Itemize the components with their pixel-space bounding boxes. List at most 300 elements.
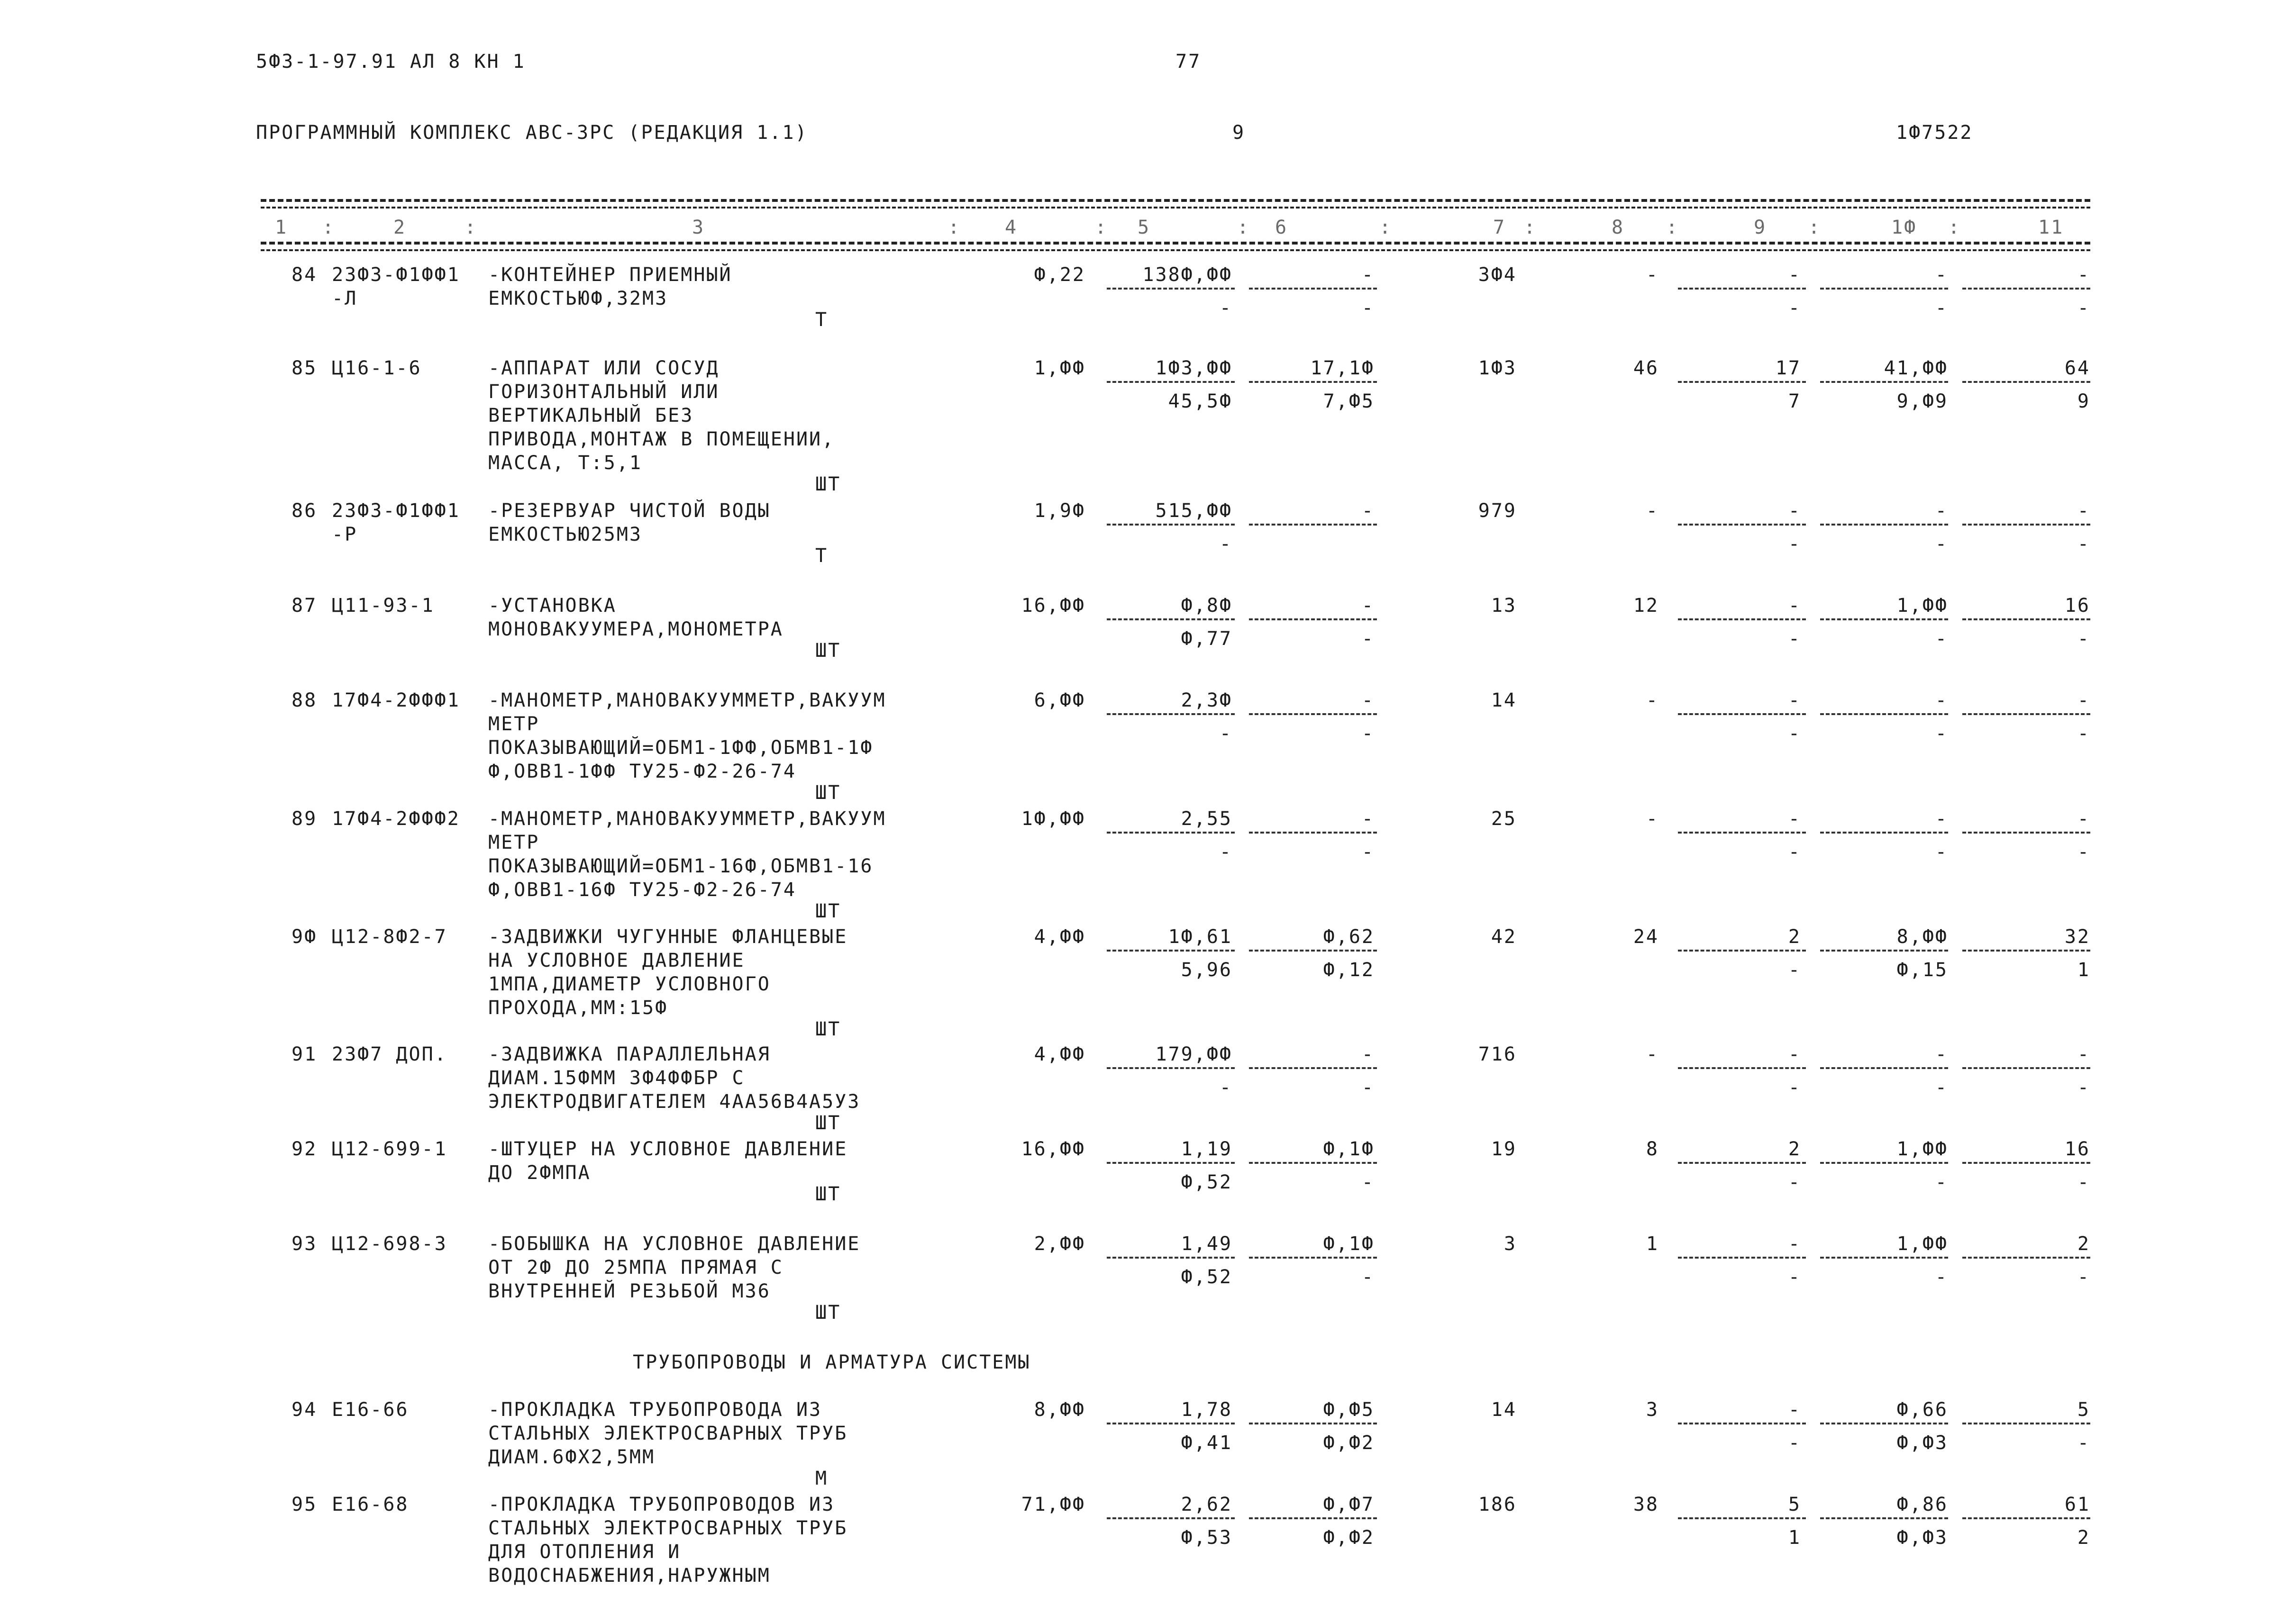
column-separator: :	[1095, 217, 1108, 238]
sub-rule	[1249, 832, 1377, 834]
machinist-labor-total: -	[2077, 1266, 2090, 1288]
sub-rule	[1249, 950, 1377, 952]
unit-wages: -	[1219, 723, 1232, 744]
sub-rule	[1820, 524, 1948, 526]
machines-total: -	[1788, 1399, 1801, 1421]
unit-cost-total: 1,49	[1181, 1233, 1232, 1255]
table-top-rule-2	[261, 207, 2090, 209]
unit-machine-wages: Ф,12	[1323, 959, 1375, 981]
sub-rule	[1107, 524, 1235, 526]
unit-machine-wages: -	[1361, 1077, 1375, 1098]
work-description: ПОКАЗЫВАЮЩИЙ=ОБМ1-1ФФ,ОБМВ1-1Ф	[488, 737, 874, 759]
work-description: -РЕЗЕРВУАР ЧИСТОЙ ВОДЫ	[488, 500, 771, 522]
machines-total: -	[1788, 808, 1801, 830]
work-description: -УСТАНОВКА	[488, 595, 617, 617]
machines-total: 2	[1788, 1138, 1801, 1160]
machinist-labor-unit: -	[1935, 1266, 1948, 1288]
labor-unit: 1,ФФ	[1896, 1233, 1948, 1255]
rate-code: Е16-68	[332, 1494, 409, 1515]
labor-total: -	[2077, 264, 2090, 286]
row-number: 95	[292, 1494, 318, 1515]
wages-total: 24	[1633, 926, 1659, 948]
sheet-number: 9	[1232, 122, 1246, 144]
work-description: 1МПА,ДИАМЕТР УСЛОВНОГО	[488, 973, 771, 995]
machinist-labor-unit: -	[1935, 1077, 1948, 1098]
wages-total: 12	[1633, 595, 1659, 617]
machines-total: 5	[1788, 1494, 1801, 1515]
wages-total: -	[1646, 500, 1659, 522]
total-cost: 14	[1491, 689, 1517, 711]
unit-cost-machines: Ф,Ф5	[1323, 1399, 1375, 1421]
wages-total: -	[1646, 1043, 1659, 1065]
sub-rule	[1678, 1423, 1806, 1424]
labor-total: -	[2077, 808, 2090, 830]
labor-unit: -	[1935, 264, 1948, 286]
unit-cost-total: 179,ФФ	[1155, 1043, 1232, 1065]
quantity: 8,ФФ	[1034, 1399, 1085, 1421]
sub-rule	[1820, 1162, 1948, 1164]
rate-code: 17Ф4-2ФФФ2	[332, 808, 460, 830]
work-description: ДИАМ.15ФММ 3Ф4ФФБР С	[488, 1067, 745, 1089]
machinist-labor-unit: -	[1935, 841, 1948, 863]
column-header-6: 6	[1275, 217, 1288, 238]
unit: ШТ	[815, 1112, 841, 1134]
rate-code-suffix: -Р	[332, 524, 358, 545]
wages-total: 1	[1646, 1233, 1659, 1255]
machinist-labor-unit: -	[1935, 723, 1948, 744]
labor-total: -	[2077, 1043, 2090, 1065]
sub-rule	[1107, 950, 1235, 952]
unit-wages: Ф,52	[1181, 1266, 1232, 1288]
unit-machine-wages: -	[1361, 723, 1375, 744]
sub-rule	[1249, 618, 1377, 620]
machine-wages-total: -	[1788, 1432, 1801, 1454]
unit-machine-wages: -	[1361, 297, 1375, 319]
sub-rule	[1962, 618, 2090, 620]
unit-wages: 45,5Ф	[1168, 390, 1232, 412]
unit: ШТ	[815, 900, 841, 922]
unit-wages: -	[1219, 297, 1232, 319]
unit-cost-total: 515,ФФ	[1155, 500, 1232, 522]
work-description: -ПРОКЛАДКА ТРУБОПРОВОДА ИЗ	[488, 1399, 822, 1421]
labor-unit: 1,ФФ	[1896, 1138, 1948, 1160]
total-cost: 979	[1478, 500, 1517, 522]
column-header-7: 7	[1493, 217, 1506, 238]
unit-machine-wages: -	[1361, 1266, 1375, 1288]
doc-register-code: 1Ф7522	[1896, 122, 1973, 144]
table-header-bottom-rule-2	[261, 249, 2090, 251]
unit-wages: 5,96	[1181, 959, 1232, 981]
page-number: 77	[1175, 51, 1202, 73]
machines-total: -	[1788, 595, 1801, 617]
sub-rule	[1962, 713, 2090, 715]
sub-rule	[1820, 618, 1948, 620]
sub-rule	[1678, 1517, 1806, 1519]
sub-rule	[1107, 288, 1235, 290]
sub-rule	[1678, 288, 1806, 290]
doc-code: 5Ф3-1-97.91 АЛ 8 КН 1	[256, 51, 526, 73]
unit-cost-total: 2,55	[1181, 808, 1232, 830]
column-header-2: 2	[393, 217, 407, 238]
row-number: 88	[292, 689, 318, 711]
work-description: ЕМКОСТЬЮ25М3	[488, 524, 642, 545]
unit: ШТ	[815, 640, 841, 662]
sub-rule	[1678, 618, 1806, 620]
labor-unit: -	[1935, 1043, 1948, 1065]
machine-wages-total: -	[1788, 297, 1801, 319]
work-description: ПОКАЗЫВАЮЩИЙ=ОБМ1-16Ф,ОБМВ1-16	[488, 855, 874, 877]
machine-wages-total: 1	[1788, 1527, 1801, 1549]
work-description: ГОРИЗОНТАЛЬНЫЙ ИЛИ	[488, 381, 720, 403]
unit-cost-total: Ф,8Ф	[1181, 595, 1232, 617]
labor-unit: 1,ФФ	[1896, 595, 1948, 617]
row-number: 91	[292, 1043, 318, 1065]
wages-total: -	[1646, 808, 1659, 830]
machine-wages-total: 7	[1788, 390, 1801, 412]
work-description: ДО 2ФМПА	[488, 1162, 591, 1184]
rate-code: Ц11-93-1	[332, 595, 435, 617]
machinist-labor-total: 9	[2077, 390, 2090, 412]
machines-total: 17	[1775, 357, 1801, 379]
quantity: 6,ФФ	[1034, 689, 1085, 711]
wages-total: 38	[1633, 1494, 1659, 1515]
sub-rule	[1962, 524, 2090, 526]
row-number: 94	[292, 1399, 318, 1421]
sub-rule	[1249, 1162, 1377, 1164]
labor-total: 5	[2077, 1399, 2090, 1421]
sub-rule	[1249, 524, 1377, 526]
total-cost: 19	[1491, 1138, 1517, 1160]
unit: Т	[815, 309, 829, 331]
unit-machine-wages: 7,Ф5	[1323, 390, 1375, 412]
machinist-labor-total: -	[2077, 628, 2090, 650]
sub-rule	[1107, 1257, 1235, 1259]
unit-wages: -	[1219, 1077, 1232, 1098]
column-header-9: 9	[1754, 217, 1767, 238]
row-number: 84	[292, 264, 318, 286]
column-separator: :	[1379, 217, 1393, 238]
sub-rule	[1962, 381, 2090, 383]
labor-total: 2	[2077, 1233, 2090, 1255]
rate-code: 17Ф4-2ФФФ1	[332, 689, 460, 711]
sub-rule	[1107, 381, 1235, 383]
unit-wages: Ф,77	[1181, 628, 1232, 650]
work-description: ДЛЯ ОТОПЛЕНИЯ И	[488, 1541, 681, 1563]
sub-rule	[1678, 381, 1806, 383]
sub-rule	[1678, 950, 1806, 952]
sub-rule	[1249, 1423, 1377, 1424]
sub-rule	[1249, 288, 1377, 290]
wages-total: 3	[1646, 1399, 1659, 1421]
work-description: -МАНОМЕТР,МАНОВАКУУММЕТР,ВАКУУМ	[488, 808, 886, 830]
work-description: СТАЛЬНЫХ ЭЛЕКТРОСВАРНЫХ ТРУБ	[488, 1423, 848, 1444]
machine-wages-total: -	[1788, 1077, 1801, 1098]
sub-rule	[1249, 381, 1377, 383]
total-cost: 25	[1491, 808, 1517, 830]
unit-cost-machines: -	[1361, 689, 1375, 711]
column-separator: :	[948, 217, 961, 238]
work-description: МОНОВАКУУМЕРА,МОНОМЕТРА	[488, 618, 784, 640]
quantity: 16,ФФ	[1021, 595, 1085, 617]
unit-machine-wages: Ф,Ф2	[1323, 1527, 1375, 1549]
machine-wages-total: -	[1788, 1266, 1801, 1288]
unit-cost-machines: -	[1361, 264, 1375, 286]
row-number: 92	[292, 1138, 318, 1160]
work-description: ПРОХОДА,ММ:15Ф	[488, 997, 668, 1019]
machinist-labor-total: 2	[2077, 1527, 2090, 1549]
machine-wages-total: -	[1788, 723, 1801, 744]
labor-unit: -	[1935, 500, 1948, 522]
unit-cost-total: 2,62	[1181, 1494, 1232, 1515]
column-separator: :	[1237, 217, 1250, 238]
machinist-labor-total: -	[2077, 723, 2090, 744]
machines-total: -	[1788, 1233, 1801, 1255]
sub-rule	[1962, 950, 2090, 952]
labor-total: 16	[2064, 595, 2090, 617]
quantity: 4,ФФ	[1034, 926, 1085, 948]
machines-total: 2	[1788, 926, 1801, 948]
total-cost: 716	[1478, 1043, 1517, 1065]
work-description: -МАНОМЕТР,МАНОВАКУУММЕТР,ВАКУУМ	[488, 689, 886, 711]
work-description: -ЗАДВИЖКИ ЧУГУННЫЕ ФЛАНЦЕВЫЕ	[488, 926, 848, 948]
total-cost: 13	[1491, 595, 1517, 617]
machinist-labor-unit: 9,Ф9	[1896, 390, 1948, 412]
unit-cost-machines: -	[1361, 595, 1375, 617]
machines-total: -	[1788, 264, 1801, 286]
work-description: МЕТР	[488, 713, 540, 735]
total-cost: 42	[1491, 926, 1517, 948]
work-description: -АППАРАТ ИЛИ СОСУД	[488, 357, 720, 379]
work-description: -ПРОКЛАДКА ТРУБОПРОВОДОВ ИЗ	[488, 1494, 835, 1515]
work-description: ЕМКОСТЬЮФ,32М3	[488, 288, 668, 309]
machinist-labor-total: -	[2077, 297, 2090, 319]
sub-rule	[1962, 288, 2090, 290]
sub-rule	[1820, 288, 1948, 290]
labor-unit: Ф,66	[1896, 1399, 1948, 1421]
machinist-labor-total: -	[2077, 1077, 2090, 1098]
work-description: Ф,ОВВ1-1ФФ ТУ25-Ф2-26-74	[488, 761, 796, 782]
sub-rule	[1962, 1423, 2090, 1424]
work-description: -БОБЫШКА НА УСЛОВНОЕ ДАВЛЕНИЕ	[488, 1233, 861, 1255]
rate-code-suffix: -Л	[332, 288, 358, 309]
machinist-labor-unit: -	[1935, 1171, 1948, 1193]
column-header-3: 3	[692, 217, 705, 238]
sub-rule	[1249, 1517, 1377, 1519]
unit-cost-total: 2,3Ф	[1181, 689, 1232, 711]
sub-rule	[1249, 713, 1377, 715]
sub-rule	[1820, 950, 1948, 952]
quantity: 4,ФФ	[1034, 1043, 1085, 1065]
column-header-10: 1Ф	[1891, 217, 1917, 238]
quantity: 2,ФФ	[1034, 1233, 1085, 1255]
unit-wages: -	[1219, 841, 1232, 863]
sub-rule	[1107, 713, 1235, 715]
machinist-labor-total: -	[2077, 841, 2090, 863]
sub-rule	[1107, 832, 1235, 834]
sub-rule	[1678, 1257, 1806, 1259]
quantity: 16,ФФ	[1021, 1138, 1085, 1160]
unit: ШТ	[815, 782, 841, 804]
work-description: -ЗАДВИЖКА ПАРАЛЛЕЛЬНАЯ	[488, 1043, 771, 1065]
section-title: ТРУБОПРОВОДЫ И АРМАТУРА СИСТЕМЫ	[633, 1351, 1031, 1373]
work-description: МЕТР	[488, 832, 540, 853]
unit-machine-wages: -	[1361, 1171, 1375, 1193]
column-header-8: 8	[1612, 217, 1625, 238]
row-number: 89	[292, 808, 318, 830]
total-cost: 14	[1491, 1399, 1517, 1421]
total-cost: 186	[1478, 1494, 1517, 1515]
sub-rule	[1962, 832, 2090, 834]
column-separator: :	[1524, 217, 1537, 238]
sub-rule	[1678, 832, 1806, 834]
unit-cost-machines: Ф,62	[1323, 926, 1375, 948]
column-separator: :	[322, 217, 336, 238]
work-description: -КОНТЕЙНЕР ПРИЕМНЫЙ	[488, 264, 732, 286]
rate-code: Ц12-8Ф2-7	[332, 926, 447, 948]
unit-machine-wages: -	[1361, 628, 1375, 650]
labor-unit: 41,ФФ	[1884, 357, 1948, 379]
sub-rule	[1820, 1517, 1948, 1519]
row-number: 85	[292, 357, 318, 379]
sub-rule	[1820, 1257, 1948, 1259]
unit: ШТ	[815, 1018, 841, 1040]
machinist-labor-unit: Ф,Ф3	[1896, 1432, 1948, 1454]
sub-rule	[1107, 1517, 1235, 1519]
machine-wages-total: -	[1788, 959, 1801, 981]
sub-rule	[1107, 618, 1235, 620]
machinist-labor-unit: -	[1935, 297, 1948, 319]
sub-rule	[1962, 1162, 2090, 1164]
machine-wages-total: -	[1788, 533, 1801, 555]
table-header-bottom-rule	[261, 242, 2090, 245]
work-description: ВЕРТИКАЛЬНЫЙ БЕЗ	[488, 405, 694, 426]
machinist-labor-unit: Ф,Ф3	[1896, 1527, 1948, 1549]
unit-cost-total: 1,78	[1181, 1399, 1232, 1421]
sub-rule	[1820, 1423, 1948, 1424]
unit-cost-total: 138Ф,ФФ	[1142, 264, 1232, 286]
machines-total: -	[1788, 1043, 1801, 1065]
labor-total: -	[2077, 689, 2090, 711]
unit-cost-total: 1Ф3,ФФ	[1155, 357, 1232, 379]
labor-total: 64	[2064, 357, 2090, 379]
unit: ШТ	[815, 1183, 841, 1205]
machinist-labor-total: 1	[2077, 959, 2090, 981]
column-header-5: 5	[1138, 217, 1151, 238]
work-description: ВНУТРЕННЕЙ РЕЗЬБОЙ М36	[488, 1280, 771, 1302]
wages-total: -	[1646, 689, 1659, 711]
unit-cost-machines: -	[1361, 808, 1375, 830]
quantity: 1,ФФ	[1034, 357, 1085, 379]
labor-total: -	[2077, 500, 2090, 522]
labor-total: 32	[2064, 926, 2090, 948]
unit: ШТ	[815, 473, 841, 495]
machinist-labor-unit: Ф,15	[1896, 959, 1948, 981]
labor-unit: 8,ФФ	[1896, 926, 1948, 948]
rate-code: Ц12-699-1	[332, 1138, 447, 1160]
sub-rule	[1107, 1067, 1235, 1069]
work-description: ВОДОСНАБЖЕНИЯ,НАРУЖНЫМ	[488, 1565, 771, 1587]
unit: ШТ	[815, 1302, 841, 1324]
row-number: 9Ф	[292, 926, 318, 948]
unit-machine-wages: Ф,Ф2	[1323, 1432, 1375, 1454]
unit-cost-machines: 17,1Ф	[1310, 357, 1375, 379]
work-description: ОТ 2Ф ДО 25МПА ПРЯМАЯ С	[488, 1257, 784, 1278]
unit-machine-wages: -	[1361, 841, 1375, 863]
machinist-labor-total: -	[2077, 533, 2090, 555]
sub-rule	[1820, 832, 1948, 834]
wages-total: -	[1646, 264, 1659, 286]
work-description: ПРИВОДА,МОНТАЖ В ПОМЕЩЕНИИ,	[488, 428, 835, 450]
sub-rule	[1249, 1257, 1377, 1259]
quantity: 1Ф,ФФ	[1021, 808, 1085, 830]
sub-rule	[1249, 1067, 1377, 1069]
unit-wages: Ф,53	[1181, 1527, 1232, 1549]
labor-unit: -	[1935, 689, 1948, 711]
sub-rule	[1820, 713, 1948, 715]
sub-rule	[1107, 1162, 1235, 1164]
column-header-4: 4	[1005, 217, 1018, 238]
unit-wages: Ф,41	[1181, 1432, 1232, 1454]
labor-unit: Ф,86	[1896, 1494, 1948, 1515]
column-separator: :	[1948, 217, 1961, 238]
work-description: Ф,ОВВ1-16Ф ТУ25-Ф2-26-74	[488, 879, 796, 901]
quantity: Ф,22	[1034, 264, 1085, 286]
unit-cost-machines: Ф,1Ф	[1323, 1233, 1375, 1255]
unit-wages: Ф,52	[1181, 1171, 1232, 1193]
wages-total: 8	[1646, 1138, 1659, 1160]
sub-rule	[1962, 1257, 2090, 1259]
unit-cost-machines: -	[1361, 500, 1375, 522]
machines-total: -	[1788, 689, 1801, 711]
sub-rule	[1820, 1067, 1948, 1069]
work-description: ДИАМ.6ФХ2,5ММ	[488, 1446, 656, 1468]
total-cost: 1Ф3	[1478, 357, 1517, 379]
sub-rule	[1678, 1162, 1806, 1164]
column-separator: :	[465, 217, 478, 238]
rate-code: 23Ф3-Ф1ФФ1	[332, 500, 460, 522]
machinist-labor-total: -	[2077, 1171, 2090, 1193]
machine-wages-total: -	[1788, 628, 1801, 650]
row-number: 87	[292, 595, 318, 617]
rate-code: 23Ф3-Ф1ФФ1	[332, 264, 460, 286]
machines-total: -	[1788, 500, 1801, 522]
rate-code: Е16-66	[332, 1399, 409, 1421]
sub-rule	[1678, 524, 1806, 526]
unit-cost-machines: Ф,1Ф	[1323, 1138, 1375, 1160]
work-description: МАССА, Т:5,1	[488, 452, 642, 474]
rate-code: Ц12-698-3	[332, 1233, 447, 1255]
work-description: -ШТУЦЕР НА УСЛОВНОЕ ДАВЛЕНИЕ	[488, 1138, 848, 1160]
machinist-labor-unit: -	[1935, 628, 1948, 650]
quantity: 71,ФФ	[1021, 1494, 1085, 1515]
row-number: 86	[292, 500, 318, 522]
machine-wages-total: -	[1788, 841, 1801, 863]
labor-total: 61	[2064, 1494, 2090, 1515]
work-description: НА УСЛОВНОЕ ДАВЛЕНИЕ	[488, 950, 745, 971]
work-description: СТАЛЬНЫХ ЭЛЕКТРОСВАРНЫХ ТРУБ	[488, 1517, 848, 1539]
unit: Т	[815, 545, 829, 567]
wages-total: 46	[1633, 357, 1659, 379]
sub-rule	[1820, 381, 1948, 383]
unit-cost-machines: Ф,Ф7	[1323, 1494, 1375, 1515]
total-cost: 3	[1503, 1233, 1517, 1255]
column-separator: :	[1808, 217, 1822, 238]
sub-rule	[1962, 1067, 2090, 1069]
column-header-1: 1	[275, 217, 288, 238]
quantity: 1,9Ф	[1034, 500, 1085, 522]
machinist-labor-total: -	[2077, 1432, 2090, 1454]
unit-cost-machines: -	[1361, 1043, 1375, 1065]
